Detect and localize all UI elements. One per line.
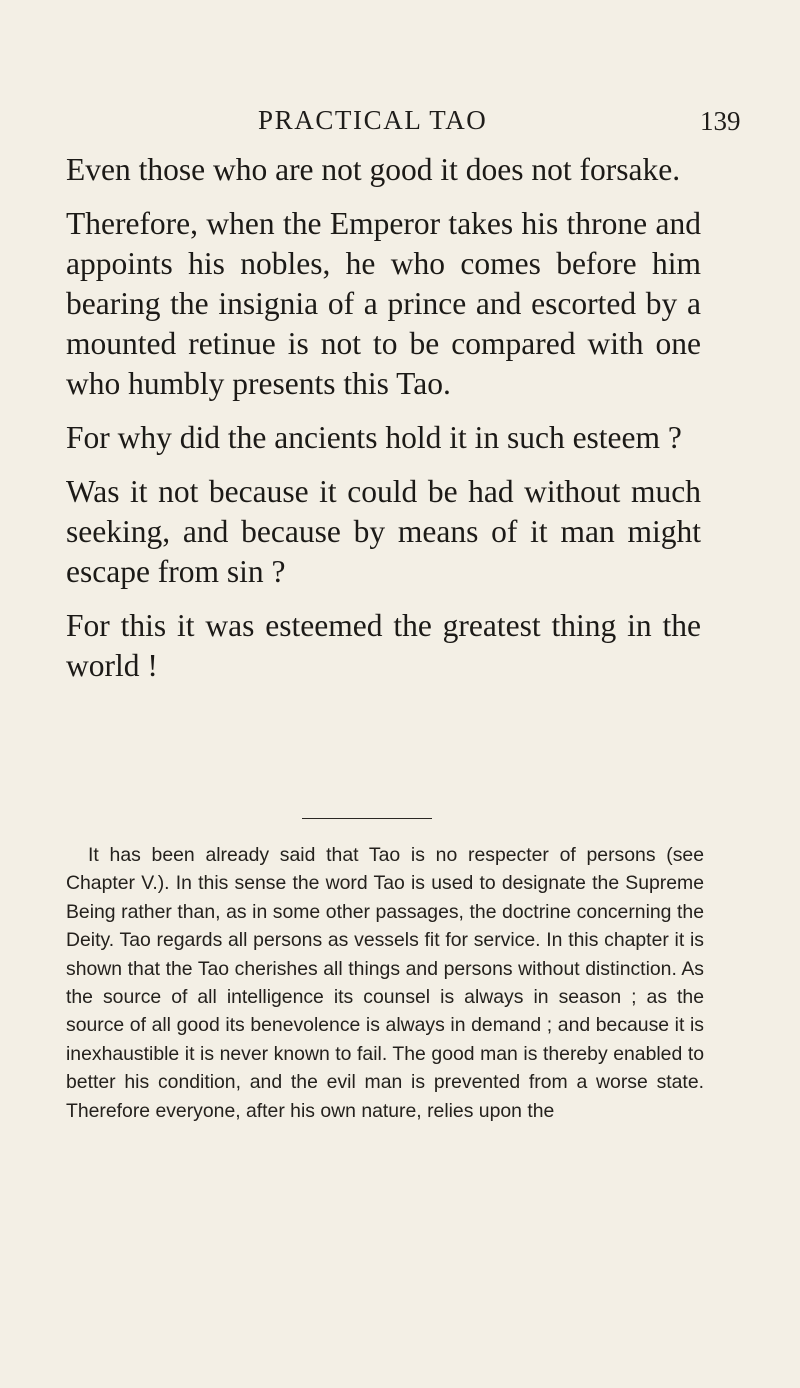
paragraph: Therefore, when the Emperor takes his throne and appoints his nobles, he who comes before him bearing the insignia of a prince and escorted by a mounted retinue is not to be compared with one who humbly presents this Tao. bbox=[66, 206, 701, 401]
paragraph: For this it was esteemed the greatest thing in the world ! bbox=[66, 608, 701, 683]
section-divider bbox=[302, 818, 432, 819]
page-number: 139 bbox=[700, 106, 741, 136]
commentary-note: It has been already said that Tao is no respecter of persons (see Chapter V.). In this sense the word Tao is used to designate the Supreme Being rather than, as in some other passages, the doctrine concerning the Deity. Tao regards all persons as vessels fit for service. In this chapter it is shown that the Tao cherishes all things and persons without distinction. As the source of all intelligence its counsel is always in season ; as the source of all good its benevolence is always in demand ; and because it is inexhaustible it is never known to fail. The good man is thereby enabled to better his condition, and the evil man is prevented from a worse state. Therefore everyone, after his own nature, relies upon the bbox=[66, 844, 704, 1122]
paragraph: For why did the ancients hold it in such esteem ? bbox=[66, 420, 682, 455]
paragraph: Was it not because it could be had without much seeking, and because by means of it man might escape from sin ? bbox=[66, 474, 701, 589]
running-head: PRACTICAL TAO bbox=[258, 105, 488, 135]
main-text bbox=[66, 150, 701, 686]
paragraph: Even those who are not good it does not forsake. bbox=[66, 152, 681, 187]
